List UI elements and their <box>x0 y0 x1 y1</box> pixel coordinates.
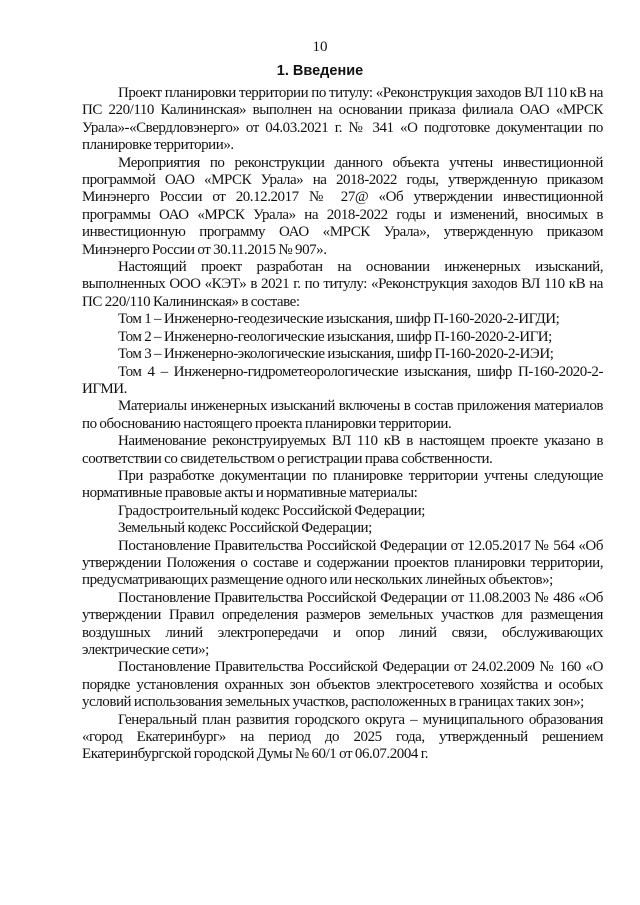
list-item-volume-4: Том 4 – Инженерно-гидрометеорологические изыскания, шифр П-160-2020-2-ИГМИ. <box>82 363 603 397</box>
list-item-land-code: Земельный кодекс Российской Федерации; <box>118 520 372 537</box>
list-item-volume-3: Том 3 – Инженерно-экологические изыскания, шифр П-160-2020-2-ИЭИ; <box>118 346 554 363</box>
paragraph-surveys-intro: Настоящий проект разработан на основании инженерных изысканий, выполненных ООО «КЭТ» в 2021 г. по титулу: «Реконструкция заходов ВЛ 110 кВ на ПС 220/110 Калининская» в составе: <box>82 259 603 310</box>
document-body <box>82 85 603 764</box>
paragraph-investment-program: Мероприятия по реконструкции данного объекта учтены инвестиционной программой ОАО «МРСК Урала» на 2018-2022 годы, утвержденную приказом Минэнерго России от 20.12.2017 № 27@ «Об утверждении инвестиционной программы ОАО «МРСК Урала» на 2018-2022 годы и изменений, вносимых в инвестиционную программу ОАО «МРСК Урала», утвержденную приказом Минэнерго России от 30.11.2015 № 907». <box>82 154 603 258</box>
paragraph-line-naming: Наименование реконструируемых ВЛ 110 кВ в настоящем проекте указано в соответствии со свидетельством о регистрации права собственности. <box>82 433 603 467</box>
page-number: 10 <box>312 39 328 55</box>
list-item-resolution-564: Постановление Правительства Российской Федерации от 12.05.2017 № 564 «Об утверждении Положения о составе и содержании проектов планировки территории, предусматривающих размещение одного или нескольких линейных объектов»; <box>82 537 603 589</box>
list-item-resolution-160: Постановление Правительства Российской Федерации от 24.02.2009 № 160 «О порядке установления охранных зон объектов электросетевого хозяйства и особых условий использования земельных участков, расположенных в границах таких зон»; <box>82 659 603 711</box>
list-item-urban-code: Градостроительный кодекс Российской Федерации; <box>118 502 425 519</box>
paragraph-survey-materials: Материалы инженерных изысканий включены в состав приложения материалов по обоснованию настоящего проекта планировки территории. <box>82 398 603 432</box>
list-item-general-plan: Генеральный план развития городского округа – муниципального образования «город Екатеринбург» на период до 2025 года, утвержденный решением Екатеринбургской городской Думы № 60/1 от 06.07.2004 г. <box>82 711 603 763</box>
section-heading: 1. Введение <box>276 63 364 79</box>
list-item-resolution-486: Постановление Правительства Российской Федерации от 11.08.2003 № 486 «Об утверждении Правил определения размеров земельных участков для размещения воздушных линий электропередачи и опор линий связи, обслуживающих электрические сети»; <box>82 589 603 658</box>
paragraph-regulations-intro: При разработке документации по планировке территории учтены следующие нормативные правовые акты и нормативные материалы: <box>82 467 603 502</box>
list-item-volume-2: Том 2 – Инженерно-геологические изыскания, шифр П-160-2020-2-ИГИ; <box>118 328 552 345</box>
paragraph-project-basis: Проект планировки территории по титулу: «Реконструкция заходов ВЛ 110 кВ на ПС 220/110 Калининская» выполнен на основании приказа филиала ОАО «МРСК Урала»-«Свердловэнерго» от 04.03.2021 г. № 341 «О подготовке документации по планировке территории». <box>82 85 603 154</box>
list-item-volume-1: Том 1 – Инженерно-геодезические изыскания, шифр П-160-2020-2-ИГДИ; <box>118 311 560 328</box>
